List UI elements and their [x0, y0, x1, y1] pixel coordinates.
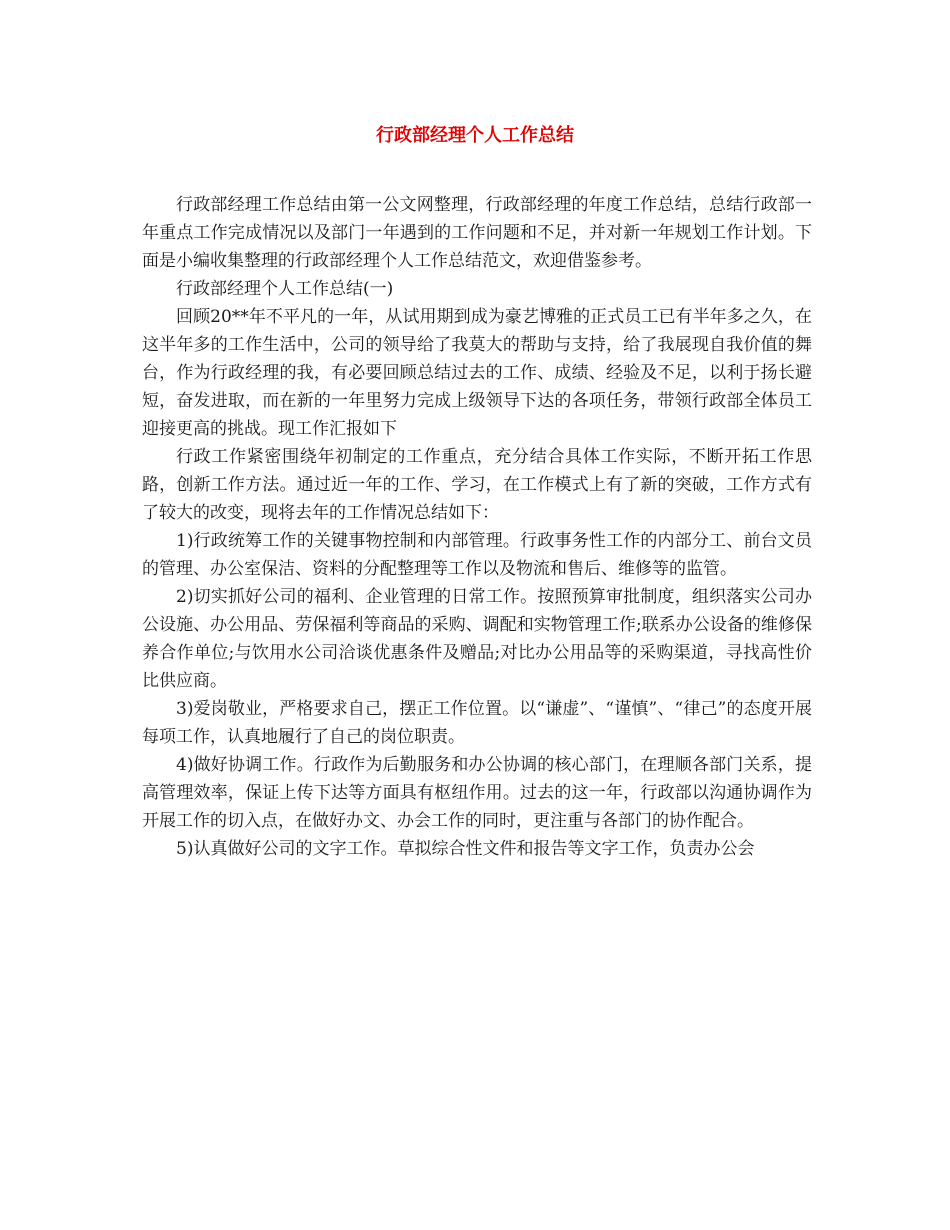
item-5-paragraph: 5)认真做好公司的文字工作。草拟综合性文件和报告等文字工作，负责办公会	[176, 839, 755, 859]
item-4-paragraph: 4)做好协调工作。行政作为后勤服务和办公协调的核心部门，在理顺各部门关系，提高管理效率，保证上传下达等方面具有枢纽作用。过去的这一年，行政部以沟通协调作为开展工作的切入点，在做好办文、办会工作的同时，更注重与各部门的协作配合。	[142, 755, 812, 831]
item-1-paragraph: 1)行政统筹工作的关键事物控制和内部管理。行政事务性工作的内部分工、前台文员的管理、办公室保洁、资料的分配整理等工作以及物流和售后、维修等的监管。	[142, 531, 812, 579]
intro-paragraph: 行政部经理工作总结由第一公文网整理，行政部经理的年度工作总结，总结行政部一年重点工作完成情况以及部门一年遇到的工作问题和不足，并对新一年规划工作计划。下面是小编收集整理的行政部经理个人工作总结范文，欢迎借鉴参考。	[142, 195, 812, 271]
review-paragraph: 回顾20**年不平凡的一年，从试用期到成为豪艺博雅的正式员工已有半年多之久，在这半年多的工作生活中，公司的领导给了我莫大的帮助与支持，给了我展现自我价值的舞台，作为行政经理的我，有必要回顾总结过去的工作、成绩、经验及不足，以利于扬长避短，奋发进取，而在新的一年里努力完成上级领导下达的各项任务，带领行政部全体员工迎接更高的挑战。现工作汇报如下	[142, 307, 812, 439]
document-body	[142, 191, 812, 863]
document-title: 行政部经理个人工作总结	[376, 125, 574, 146]
work-overview-paragraph: 行政工作紧密围绕年初制定的工作重点，充分结合具体工作实际，不断开拓工作思路，创新工作方法。通过近一年的工作、学习，在工作模式上有了新的突破，工作方式有了较大的改变，现将去年的工作情况总结如下：	[142, 447, 812, 523]
item-2-paragraph: 2)切实抓好公司的福利、企业管理的日常工作。按照预算审批制度，组织落实公司办公设施、办公用品、劳保福利等商品的采购、调配和实物管理工作;联系办公设备的维修保养合作单位;与饮用水公司洽谈优惠条件及赠品;对比办公用品等的采购渠道，寻找高性价比供应商。	[142, 587, 812, 691]
item-3-paragraph: 3)爱岗敬业，严格要求自己，摆正工作位置。以“谦虚”、“谨慎”、“律己”的态度开展每项工作，认真地履行了自己的岗位职责。	[142, 699, 812, 747]
section-heading: 行政部经理个人工作总结(一)	[176, 279, 394, 299]
